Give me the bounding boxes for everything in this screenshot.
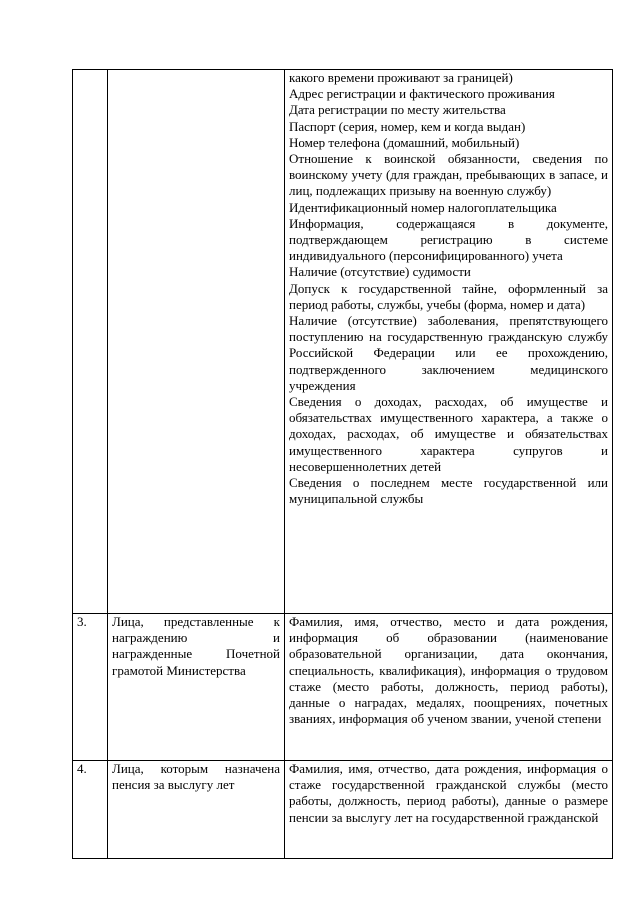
data-item: Сведения о доходах, расходах, об имуществе и обязательствах имущественного характера, а также о доходах, расходах, об имуществе и обязательствах имущественного характера супругов и несовершеннолетних детей: [289, 394, 608, 474]
category-cell: [108, 70, 285, 614]
row-number-cell: 4.: [73, 761, 108, 859]
table-row: [73, 761, 613, 859]
data-list-cell: Фамилия, имя, отчество, место и дата рождения, информация об образовании (наименование образовательной организации, дата окончания, специальность, квалификация), информация о трудовом стаже (место работы, должность, период работы), данные о наградах, медалях, поощрениях, почетных званиях, информация об ученом звании, ученой степени: [285, 614, 613, 761]
data-item: Паспорт (серия, номер, кем и когда выдан): [289, 118, 526, 134]
data-item: какого времени проживают за границей): [289, 70, 513, 85]
data-item: Информация, содержащаяся в документе, подтверждающем регистрацию в системе индивидуального (персонифицированного) учета: [289, 215, 608, 264]
data-item: Сведения о последнем месте государственной или муниципальной службы: [289, 475, 608, 507]
table-row: [73, 70, 613, 614]
data-item: Дата регистрации по месту жительства: [289, 102, 506, 118]
data-item: Идентификационный номер налогоплательщика: [289, 199, 557, 215]
data-list-cell: [285, 70, 613, 614]
data-item: Адрес регистрации и фактического проживания: [289, 86, 555, 102]
data-item: Номер телефона (домашний, мобильный): [289, 134, 520, 150]
category-cell: Лица, которым назначена пенсия за выслугу лет: [108, 761, 285, 859]
data-item: Допуск к государственной тайне, оформленный за период работы, службы, учебы (форма, номер и дата): [289, 280, 608, 312]
row-number-cell: 3.: [73, 614, 108, 761]
category-cell: Лица, представленные к награждению и награжденные Почетной грамотой Министерства: [108, 614, 285, 761]
data-item: Наличие (отсутствие) судимости: [289, 264, 471, 280]
personal-data-table: [72, 69, 613, 859]
data-item: Отношение к воинской обязанности, сведения по воинскому учету (для граждан, пребывающих в запасе, и лиц, подлежащих призыву на военную службу): [289, 151, 608, 199]
data-list-cell: Фамилия, имя, отчество, дата рождения, информация о стаже государственной гражданской службы (место работы, должность, период работы), данные о размере пенсии за выслугу лет на государственной гражданской: [285, 761, 613, 859]
row-number-cell: [73, 70, 108, 614]
table-row: [73, 614, 613, 761]
data-item: Наличие (отсутствие) заболевания, препятствующего поступлению на государственную гражданскую службу Российской Федерации или ее прохождению, подтвержденного заключением медицинского учреждения: [289, 313, 608, 393]
